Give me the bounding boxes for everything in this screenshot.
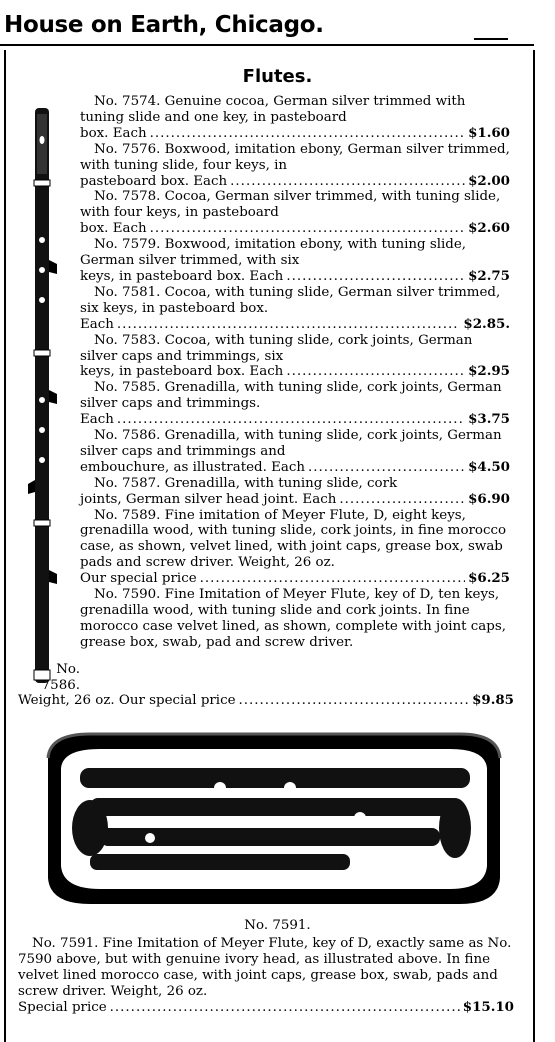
item-tail: Special price xyxy=(18,999,107,1015)
list-item xyxy=(80,333,510,381)
item-description: Fine Imitation of Meyer Flute, key of D, ten keys, grenadilla wood, with tuning slide and cork joints. In fine morocco case velvet lined, as shown, complete with joint caps, grease box, swab, pad and screw driver. xyxy=(80,587,506,650)
item-price: $4.50 xyxy=(468,458,510,475)
list-item xyxy=(80,189,510,237)
item-number: No. 7581. xyxy=(94,284,161,300)
list-item xyxy=(80,428,510,476)
frame-right-border xyxy=(533,50,535,1042)
item-tail: pasteboard box. Each xyxy=(80,173,228,189)
item-tail: Each xyxy=(80,316,114,332)
item-number: No. 7578. xyxy=(94,189,161,205)
item-description: Fine Imitation of Meyer Flute, key of D, exactly same as No. 7590 above, but with genuine ivory head, as illustrated above. In fine velvet lined morocco case, with joint caps, grease box, swab, pads and screw driver. Weight, 26 oz. xyxy=(18,936,512,999)
item-number: No. 7589. xyxy=(94,507,161,523)
flute-illustration xyxy=(22,100,62,690)
list-item xyxy=(80,142,510,190)
item-number: No. 7590. xyxy=(94,587,161,603)
item-price: $2.85. xyxy=(463,315,510,332)
leader-dots xyxy=(117,317,461,333)
list-item xyxy=(80,587,510,651)
item-number: No. 7574. xyxy=(94,94,161,109)
list-item-7591 xyxy=(18,936,514,1016)
item-description: Cocoa, German silver trimmed, with tuning slide, with four keys, in pasteboard xyxy=(80,189,501,221)
item-price: $2.60 xyxy=(468,220,510,237)
item-number: No. 7576. xyxy=(94,141,161,157)
item-description: Boxwood, imitation ebony, German silver trimmed, with tuning slide, four keys, in xyxy=(80,141,510,173)
item-tail: joints, German silver head joint. Each xyxy=(80,491,337,507)
list-item xyxy=(80,380,510,428)
item-price: $9.85 xyxy=(472,692,514,708)
list-item xyxy=(80,94,510,142)
leader-dots xyxy=(286,269,465,285)
item-price: $2.95 xyxy=(468,363,510,380)
list-item xyxy=(80,476,510,508)
item-number: No. 7587. xyxy=(94,475,161,491)
leader-dots xyxy=(200,571,465,587)
item-description: Fine imitation of Meyer Flute, D, eight keys, grenadilla wood, with tuning slide, cork joints, in fine morocco case, as shown, velvet lined, with joint caps, grease box, swab pads and screw driver. Weight, 26 oz. xyxy=(80,507,507,571)
item-tail: box. Each xyxy=(80,221,147,237)
leader-dots xyxy=(230,174,465,190)
item-description: Genuine cocoa, German silver trimmed with tuning slide and one key, in pasteboard xyxy=(80,94,466,125)
page-header: House on Earth, Chicago. xyxy=(4,12,324,38)
item-number: No. 7579. xyxy=(94,237,161,253)
item-description: Grenadilla, with tuning slide, cork joints, German silver caps and trimmings. xyxy=(80,380,502,412)
list-item-7590-price xyxy=(18,693,514,709)
caption-line: No. xyxy=(56,662,80,677)
item-description: Cocoa, with tuning slide, German silver trimmed, six keys, in pasteboard box. xyxy=(80,284,501,316)
item-tail: embouchure, as illustrated. Each xyxy=(80,459,305,475)
case-figure-caption: No. 7591. xyxy=(244,918,311,933)
leader-dots xyxy=(286,364,465,380)
flute-price-list xyxy=(80,94,510,651)
item-description: Grenadilla, with tuning slide, cork xyxy=(160,475,398,491)
header-rule xyxy=(0,44,534,46)
item-price: $15.10 xyxy=(462,998,514,1015)
item-price: $3.75 xyxy=(468,411,510,428)
leader-dots xyxy=(150,221,465,237)
list-item xyxy=(80,285,510,333)
item-description: Grenadilla, with tuning slide, cork joints, German silver caps and trimmings and xyxy=(80,428,502,459)
item-tail: keys, in pasteboard box. Each xyxy=(80,364,284,380)
item-number: No. 7583. xyxy=(94,332,161,348)
item-tail: Each xyxy=(80,412,114,428)
item-tail: Weight, 26 oz. Our special price xyxy=(18,693,236,708)
item-number: No. 7591. xyxy=(32,936,99,951)
leader-dots xyxy=(117,412,465,428)
flute-case-illustration xyxy=(30,728,516,910)
leader-dots xyxy=(110,1000,460,1016)
item-description: Cocoa, with tuning slide, cork joints, German silver caps and trimmings, six xyxy=(80,332,473,364)
item-description: Boxwood, imitation ebony, with tuning slide, German silver trimmed, with six xyxy=(80,237,467,269)
item-number: No. 7585. xyxy=(94,380,161,396)
item-price: $6.90 xyxy=(468,490,510,507)
item-tail: Our special price xyxy=(80,571,197,587)
item-price: $6.25 xyxy=(468,570,510,587)
list-item xyxy=(80,508,510,588)
leader-dots xyxy=(150,126,465,142)
frame-left-border xyxy=(4,50,6,1042)
item-price: $2.75 xyxy=(468,267,510,284)
header-rule-right xyxy=(474,38,508,40)
item-number: No. 7586. xyxy=(94,428,161,444)
item-tail: box. Each xyxy=(80,125,147,141)
section-title: Flutes. xyxy=(242,66,313,87)
list-item xyxy=(80,237,510,285)
leader-dots xyxy=(308,460,465,476)
item-price: $2.00 xyxy=(468,172,510,189)
caption-line: 7586. xyxy=(41,678,80,693)
item-price: $1.60 xyxy=(468,124,510,141)
leader-dots xyxy=(239,693,470,709)
leader-dots xyxy=(339,492,465,508)
flute-figure-caption xyxy=(28,662,80,694)
item-tail: keys, in pasteboard box. Each xyxy=(80,268,284,284)
